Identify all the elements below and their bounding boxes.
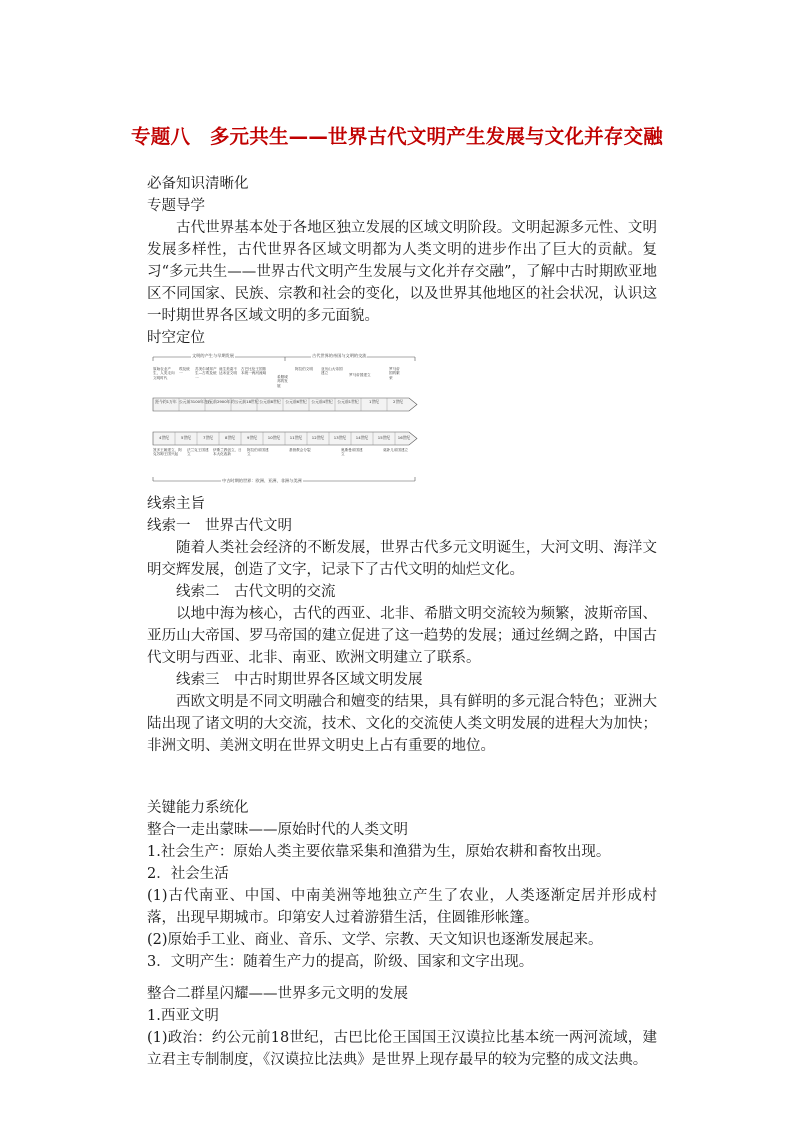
timeline-event: 阿拉伯帝国建立: [247, 448, 269, 457]
timeline-date: 2世纪: [392, 399, 403, 404]
integration1-item: 2．社会生活: [147, 866, 229, 882]
page-title: 专题八 多元共生——世界古代文明产生发展与文化并存交融: [131, 125, 663, 148]
document-body: [147, 173, 657, 1071]
timeline-date: 公元前2900年: [205, 399, 231, 404]
integration1-item: 3．文明产生：随着生产力的提高，阶级、国家和文字出现。: [147, 954, 534, 970]
integration1-heading: 整合一走出蒙昧——原始时代的人类文明: [147, 822, 408, 838]
timeline-date: 11世纪: [289, 435, 303, 440]
spacetime-heading: 时空定位: [147, 330, 205, 346]
timeline-date: 公元前8世纪: [259, 399, 281, 404]
clue3-heading: 线索三 中古时期世界各区域文明发展: [176, 672, 423, 688]
timeline-date: 9世纪: [246, 435, 257, 440]
timeline-date: 5世纪: [180, 435, 191, 440]
timeline-date: 1世纪: [368, 399, 379, 404]
integration2-heading: 整合二群星闪耀——世界多元文明的发展: [147, 986, 408, 1002]
timeline-bottom-label: 中古时期的世界：欧洲、亚洲、非洲与美洲: [222, 478, 302, 483]
timeline-event: 苏美尔城邦产生—古埃及统一: [195, 367, 217, 380]
timeline-event: 罗马帝国建立: [349, 373, 371, 377]
timeline-event: 古巴比伦王国基本统一两河流域: [241, 367, 267, 376]
timeline-event: 罗马帝国的繁荣: [389, 367, 400, 380]
timeline-event: 诞生美索不达米亚文明: [219, 367, 237, 376]
timeline-date: 14世纪: [355, 435, 369, 440]
timeline-date: 12世纪: [311, 435, 325, 440]
clue-heading: 线索主旨: [147, 496, 205, 512]
clue1-paragraph: 随着人类社会经济的不断发展，世界古代多元文明诞生，大河文明、海洋文明交辉发展，创造了文字，记录下了古代文明的灿烂文化。: [147, 540, 657, 578]
timeline-date: 8世纪: [224, 435, 235, 440]
integration1-item: (2)原始手工业、商业、音乐、文学、宗教、天文知识也逐渐发展起来。: [147, 932, 603, 948]
timeline-event: 基督教会分裂: [289, 448, 311, 452]
timeline-date: 13世纪: [333, 435, 347, 440]
clue3-paragraph: 西欧文明是不同文明融合和嬗变的结果，具有鲜明的多元混合特色；亚洲大陆出现了诸文明的大交流，技术、文化的交流使人类文明发展的进程大为加快；非洲文明、美洲文明在世界文明史上占有重要的地位。: [147, 694, 657, 754]
integration2-item: (1)政治：约公元前18世纪，古巴比伦王国国王汉谟拉比基本统一两河流域，建立君主专制制度，《汉谟拉比法典》是世界上现存最早的较为完整的成文法典。: [147, 1030, 657, 1068]
timeline-event: 法兰克王国建立: [187, 448, 209, 457]
timeline-date: 距今约1万年: [155, 399, 177, 404]
clue1-heading: 线索一 世界古代文明: [147, 518, 292, 534]
guide-heading: 专题导学: [147, 198, 205, 214]
timeline-event: 亚历山大帝国建立: [321, 367, 343, 376]
timeline-event: 奥斯曼帝国建立: [341, 448, 363, 457]
timeline-top-left: 文明的产生与早期发展: [192, 353, 234, 358]
timeline-event: 原始农业产生，人类走向文明时代: [153, 367, 175, 380]
timeline-date: 约公元前18世纪: [231, 399, 259, 404]
timeline-event: 阿拉伯文明: [295, 367, 313, 371]
timeline-date: 4世纪: [158, 435, 169, 440]
timeline-date: 15世纪: [377, 435, 391, 440]
timeline-date: 公元前3100年左右: [179, 399, 212, 404]
timeline-event: 莫卧儿帝国建立: [383, 448, 409, 452]
timeline-figure: [151, 353, 421, 487]
timeline-date: 公元前1世纪: [337, 399, 359, 404]
integration1-item: 1.社会生产：原始人类主要依靠采集和渔猎为生，原始农耕和畜牧出现。: [147, 844, 611, 860]
timeline-date: 10世纪: [267, 435, 281, 440]
integration2-item: 1.西亚文明: [147, 1008, 219, 1024]
timeline-top-right: 古代世界的帝国与文明的交流: [312, 353, 367, 358]
integration1-item: (1)古代南亚、中国、中南美洲等地独立产生了农业，人类逐渐定居并形成村落，出现早期城市。印第安人过着游猎生活，住圆锥形帐篷。: [147, 888, 657, 926]
timeline-date: 16世纪: [397, 435, 411, 440]
clue2-paragraph: 以地中海为核心，古代的西亚、北非、希腊文明交流较为频繁，波斯帝国、亚历山大帝国、罗马帝国的建立促进了这一趋势的发展；通过丝绸之路，中国古代文明与西亚、北非、南亚、欧洲文明建立了联系。: [147, 606, 657, 666]
timeline-date: 7世纪: [202, 435, 213, 440]
timeline-event: 希腊城邦的发展: [277, 375, 288, 388]
timeline-event: 伊斯兰教创立，日本大化改新: [213, 448, 242, 457]
timeline-date: 公元前4世纪: [311, 399, 333, 404]
timeline-date: 公元前6世纪: [285, 399, 307, 404]
section-heading: 关键能力系统化: [147, 800, 249, 816]
section-heading: 必备知识清晰化: [147, 176, 249, 192]
clue2-heading: 线索二 古代文明的交流: [176, 584, 336, 600]
timeline-event: 笈多王朝建立，阿克苏姆王国兴起: [153, 448, 182, 457]
guide-paragraph: 古代世界基本处于各地区独立发展的区域文明阶段。文明起源多元性、文明发展多样性，古代世界各区域文明都为人类文明的进步作出了巨大的贡献。复习“多元共生——世界古代文明产生发展与文化并存交融”，了解中古时期欧亚地区不同国家、民族、宗教和社会的变化，以及世界其他地区的社会状况，认识这一时期世界各区域文明的多元面貌。: [147, 220, 657, 324]
timeline-event: 埃及统一: [179, 367, 190, 376]
